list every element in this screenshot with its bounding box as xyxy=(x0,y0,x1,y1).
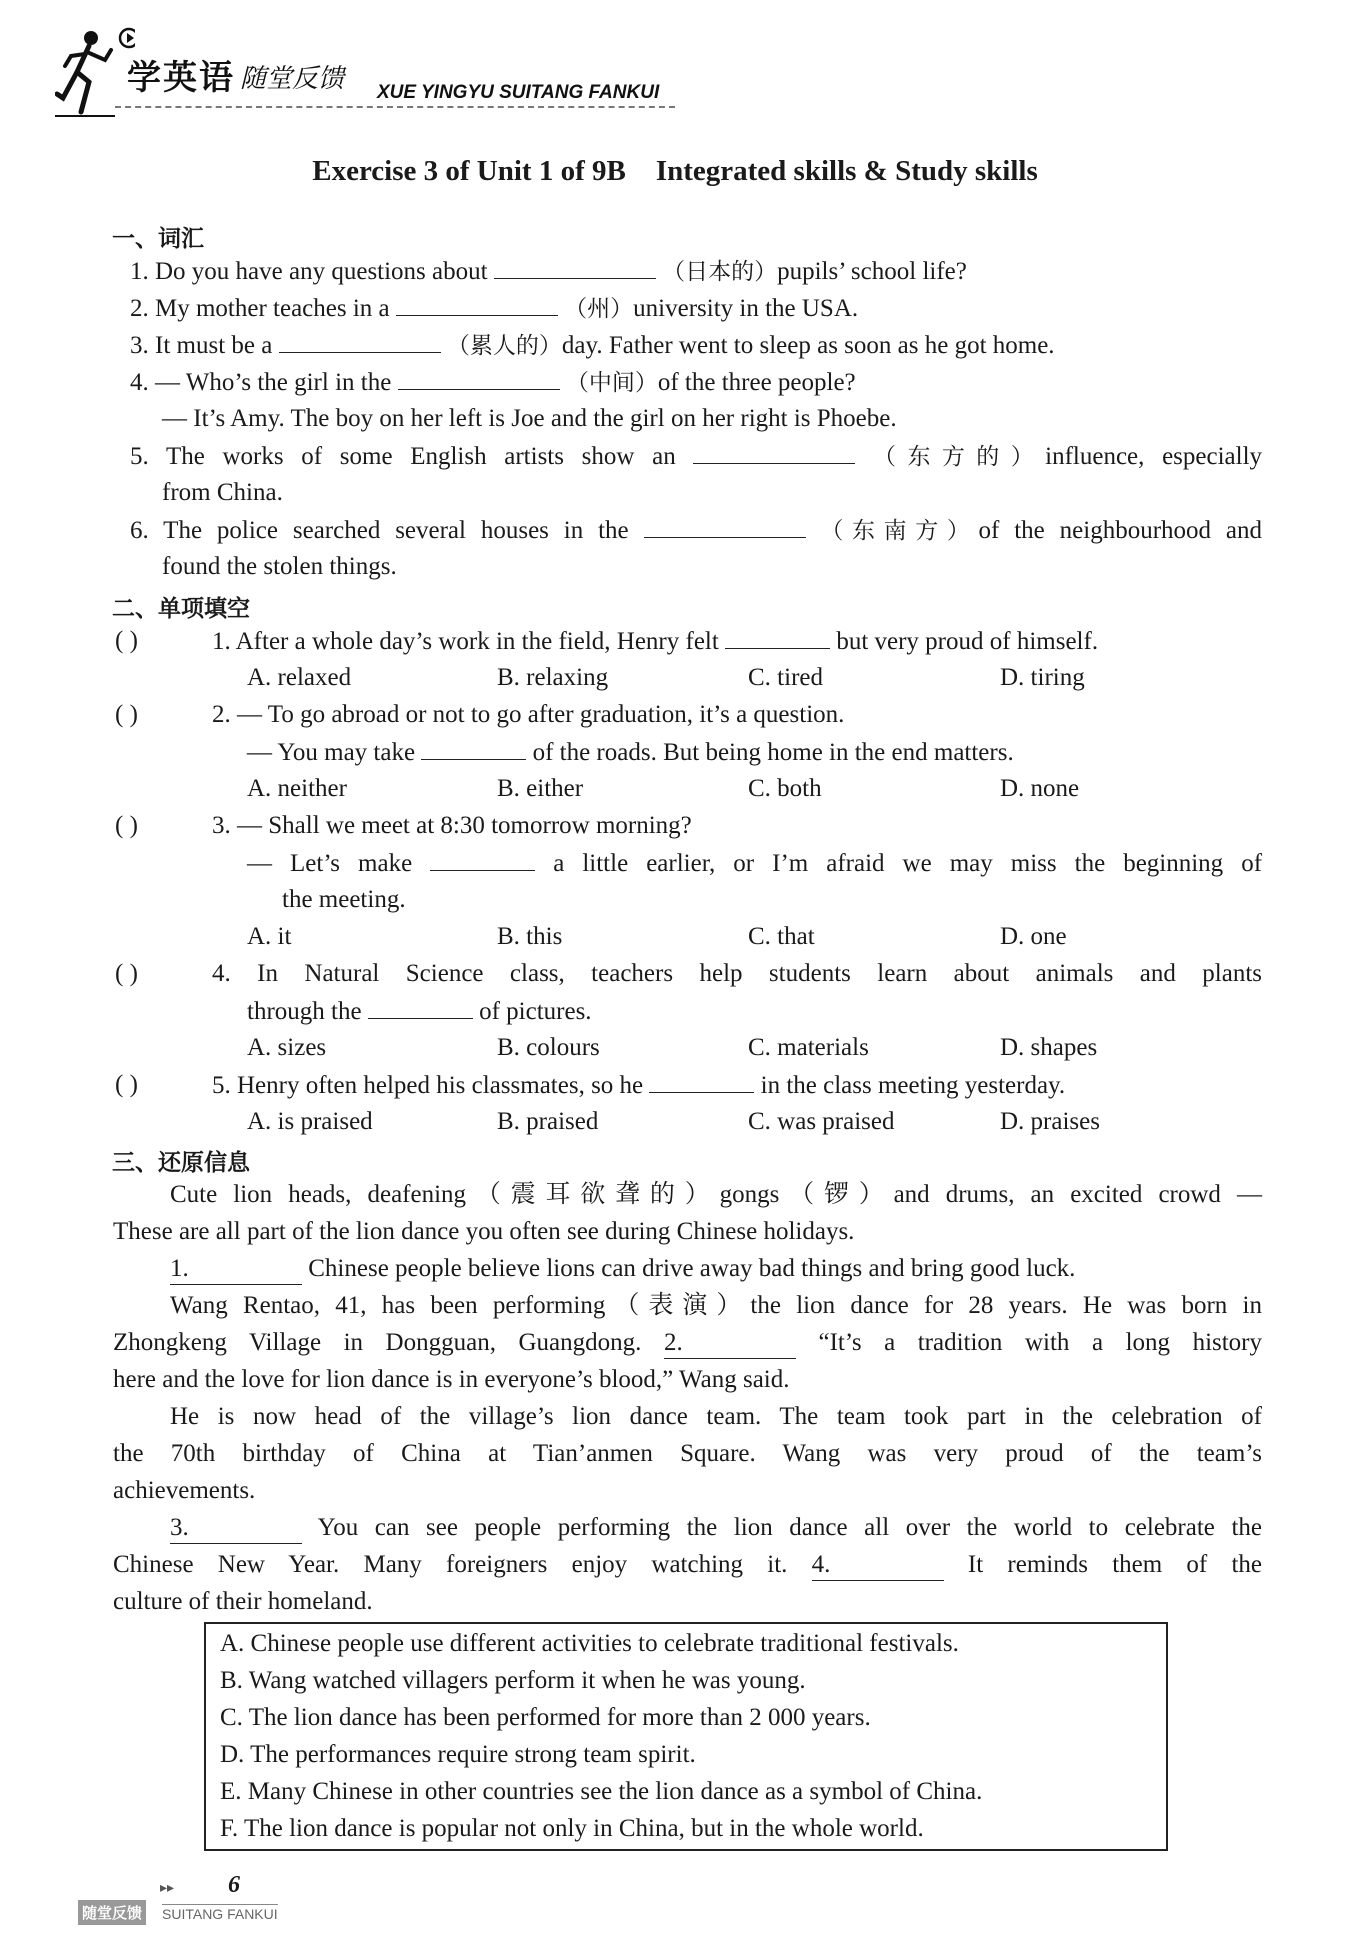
option-d[interactable]: D. shapes xyxy=(1000,1034,1098,1061)
passage-line: Chinese New Year. Many foreigners enjoy watching it. 4. It reminds them of the xyxy=(113,1550,1262,1581)
answer-blank[interactable] xyxy=(430,848,535,871)
option-d[interactable]: D. one xyxy=(1000,923,1067,950)
option-a[interactable]: A. sizes xyxy=(247,1034,327,1061)
option-b[interactable]: B. this xyxy=(497,923,563,950)
options-box xyxy=(204,1622,1168,1851)
choice-question-5: 5. Henry often helped his classmates, so he in the class meeting yesterday. xyxy=(212,1072,1066,1099)
option-a[interactable]: A. relaxed xyxy=(247,664,352,691)
option-a[interactable]: A. is praised xyxy=(247,1108,373,1135)
answer-blank[interactable] xyxy=(649,1070,754,1093)
box-option-c: C. The lion dance has been performed for more than 2 000 years. xyxy=(220,1704,871,1731)
option-c[interactable]: C. that xyxy=(748,923,815,950)
vocab-question-6-cont: found the stolen things. xyxy=(162,553,397,580)
answer-blank[interactable] xyxy=(279,330,441,353)
answer-blank[interactable] xyxy=(368,996,473,1019)
choice-answer-paren[interactable]: ( ) xyxy=(115,1071,138,1098)
option-d[interactable]: D. praises xyxy=(1000,1108,1100,1135)
choice-question-4-cont: through the of pictures. xyxy=(247,998,592,1025)
choice-question-2-reply: — You may take of the roads. But being home in the end matters. xyxy=(247,739,1014,766)
answer-blank[interactable] xyxy=(421,737,526,760)
option-c[interactable]: C. was praised xyxy=(748,1108,895,1135)
option-b[interactable]: B. relaxing xyxy=(497,664,609,691)
choice-question-3-cont: the meeting. xyxy=(282,886,406,913)
option-b[interactable]: B. colours xyxy=(497,1034,600,1061)
passage-line: achievements. xyxy=(113,1477,256,1504)
box-option-b: B. Wang watched villagers perform it when he was young. xyxy=(220,1667,806,1694)
choice-answer-paren[interactable]: ( ) xyxy=(115,701,138,728)
vocab-question-3: 3. It must be a （累人的）day. Father went to sleep as soon as he got home. xyxy=(130,332,1055,359)
answer-blank[interactable] xyxy=(644,515,806,538)
choice-question-3-reply: — Let’s make a little earlier, or I’m afraid we may miss the beginning of xyxy=(247,850,1263,877)
option-c[interactable]: C. both xyxy=(748,775,822,802)
choice-answer-paren[interactable]: ( ) xyxy=(115,627,138,654)
option-d[interactable]: D. tiring xyxy=(1000,664,1085,691)
option-a[interactable]: A. neither xyxy=(247,775,347,802)
answer-blank-3[interactable]: 3. xyxy=(170,1513,302,1544)
option-b[interactable]: B. praised xyxy=(497,1108,599,1135)
answer-blank-4[interactable]: 4. xyxy=(812,1550,944,1581)
choice-question-4: 4. In Natural Science class, teachers help students learn about animals and plants xyxy=(212,960,1263,987)
choice-question-2: 2. — To go abroad or not to go after graduation, it’s a question. xyxy=(212,701,845,728)
header-divider xyxy=(115,106,675,108)
vocab-question-4: 4. — Who’s the girl in the （中间）of the three people? xyxy=(130,369,856,396)
answer-blank[interactable] xyxy=(396,293,558,316)
vocab-question-4-reply: — It’s Amy. The boy on her left is Joe and the girl on her right is Phoebe. xyxy=(162,405,897,432)
passage-line: Zhongkeng Village in Dongguan, Guangdong. 2. “It’s a tradition with a long history xyxy=(113,1328,1262,1359)
page-header xyxy=(55,20,675,120)
answer-blank-1[interactable]: 1. xyxy=(170,1254,302,1285)
vocab-question-2: 2. My mother teaches in a （州）university in the USA. xyxy=(130,295,859,322)
passage-line: These are all part of the lion dance you often see during Chinese holidays. xyxy=(113,1218,855,1245)
option-d[interactable]: D. none xyxy=(1000,775,1080,802)
vocab-question-1: 1. Do you have any questions about （日本的）pupils’ school life? xyxy=(130,258,967,285)
section-heading-multiple-choice: 二、单项填空 xyxy=(112,596,250,622)
passage-line: He is now head of the village’s lion dance team. The team took part in the celebration of xyxy=(170,1403,1262,1430)
answer-blank[interactable] xyxy=(398,367,560,390)
option-c[interactable]: C. materials xyxy=(748,1034,869,1061)
choice-answer-paren[interactable]: ( ) xyxy=(115,960,138,987)
passage-line: here and the love for lion dance is in everyone’s blood,” Wang said. xyxy=(113,1366,790,1393)
header-cn-title: 学英语 xyxy=(127,58,235,98)
choice-answer-paren[interactable]: ( ) xyxy=(115,812,138,839)
header-en-title: XUE YINGYU SUITANG FANKUI xyxy=(377,82,660,103)
passage-line: Wang Rentao, 41, has been performing（表演）the lion dance for 28 years. He was born in xyxy=(170,1292,1262,1319)
header-cn-subtitle: 随堂反馈 xyxy=(240,64,345,94)
box-option-f: F. The lion dance is popular not only in China, but in the whole world. xyxy=(220,1815,924,1842)
passage-line: 3. You can see people performing the lion dance all over the world to celebrate the xyxy=(170,1513,1262,1544)
passage-line: culture of their homeland. xyxy=(113,1588,373,1615)
answer-blank-2[interactable]: 2. xyxy=(664,1328,796,1359)
title-part2: Integrated skills & Study skills xyxy=(655,155,1038,187)
runner-logo-icon xyxy=(55,20,135,120)
choice-question-1: 1. After a whole day’s work in the field, Henry felt but very proud of himself. xyxy=(212,628,1099,655)
arrow-icon: ▸▸ xyxy=(160,1880,175,1896)
title-part1: Exercise 3 of Unit 1 of 9B xyxy=(312,155,626,187)
box-option-e: E. Many Chinese in other countries see the lion dance as a symbol of China. xyxy=(220,1778,983,1805)
vocab-question-5: 5. The works of some English artists show an （东方的）influence, especially xyxy=(130,443,1263,470)
section-heading-vocabulary: 一、词汇 xyxy=(112,226,204,252)
answer-blank[interactable] xyxy=(725,626,830,649)
footer-tag: 随堂反馈 xyxy=(78,1900,146,1925)
choice-question-3: 3. — Shall we meet at 8:30 tomorrow morning? xyxy=(212,812,692,839)
answer-blank[interactable] xyxy=(693,441,855,464)
footer-en: SUITANG FANKUI xyxy=(162,1906,278,1922)
passage-line: 1. Chinese people believe lions can drive away bad things and bring good luck. xyxy=(170,1254,1075,1285)
vocab-question-5-cont: from China. xyxy=(162,479,283,506)
passage-line: the 70th birthday of China at Tian’anmen Square. Wang was very proud of the team’s xyxy=(113,1440,1262,1467)
passage-line: Cute lion heads, deafening（震耳欲聋的）gongs（锣）and drums, an excited crowd — xyxy=(170,1181,1262,1208)
section-heading-reading: 三、还原信息 xyxy=(112,1150,250,1176)
page-title xyxy=(0,155,1350,188)
option-c[interactable]: C. tired xyxy=(748,664,823,691)
option-b[interactable]: B. either xyxy=(497,775,584,802)
box-option-a: A. Chinese people use different activities to celebrate traditional festivals. xyxy=(220,1630,959,1657)
box-option-d: D. The performances require strong team spirit. xyxy=(220,1741,696,1768)
vocab-question-6: 6. The police searched several houses in the （东南方）of the neighbourhood and xyxy=(130,517,1262,544)
option-a[interactable]: A. it xyxy=(247,923,292,950)
answer-blank[interactable] xyxy=(494,256,656,279)
page-number: 6 xyxy=(228,1872,240,1898)
